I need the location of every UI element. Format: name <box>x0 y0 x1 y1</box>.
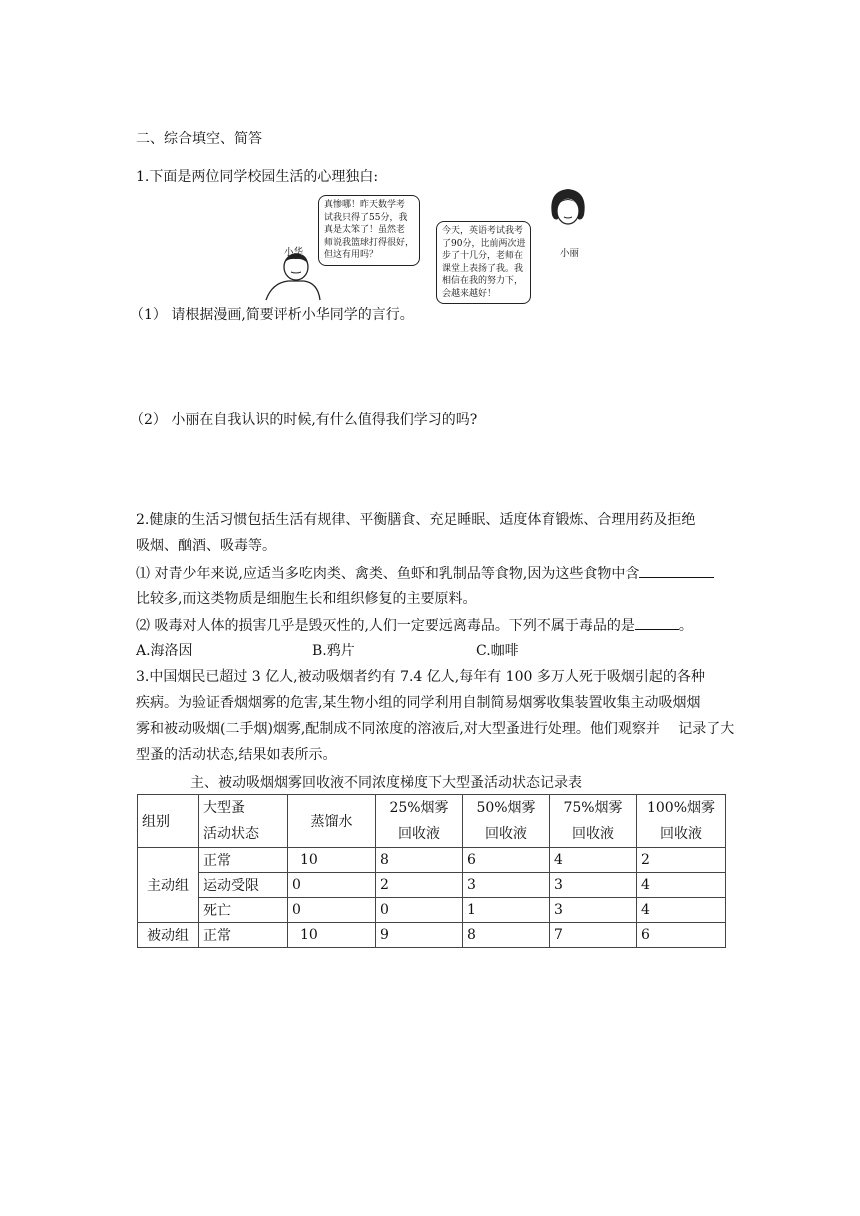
question-2-sub-2-text: ⑵ 吸毒对人体的损害几乎是毁灭性的,人们一定要远离毒品。下列不属于毒品的是 <box>136 618 635 634</box>
table-row <box>138 848 726 873</box>
question-2-sub-1-text: ⑴ 对青少年来说,应适当多吃肉类、禽类、鱼虾和乳制品等食物,因为这些食物中含 <box>136 566 640 582</box>
header-group: 组别 <box>138 795 199 848</box>
header-100: 100%烟雾 回收液 <box>637 795 726 848</box>
option-a: A.海洛因 <box>136 643 193 659</box>
cell: 7 <box>550 923 637 948</box>
row-state: 正常 <box>199 848 288 873</box>
active-group-label: 主动组 <box>138 848 199 923</box>
question-3-line-2: 疾病。为验证香烟烟雾的危害,某生物小组的同学利用自制简易烟雾收集装置收集主动吸烟烟 <box>136 695 701 711</box>
question-1-sub-2: （2） 小丽在自我认识的时候,有什么值得我们学习的吗? <box>130 412 478 428</box>
xiaohua-speech-bubble: 真惨哪！昨天数学考 试我只得了55分，我 真是太笨了！虽然老 师说我篮球打得很好， 但这有用吗？ <box>318 195 420 266</box>
option-c: C.咖啡 <box>476 643 519 659</box>
question-2-sub-1 <box>136 563 714 584</box>
question-2-sub-2-end: 。 <box>678 618 693 634</box>
cell: 10 <box>288 923 376 948</box>
header-state: 大型蚤 活动状态 <box>199 795 288 848</box>
answer-blank-2[interactable] <box>635 615 679 630</box>
cell: 4 <box>637 898 726 923</box>
question-2-line-1: 2.健康的生活习惯包括生活有规律、平衡膳食、充足睡眠、适度体育锻炼、合理用药及拒绝 <box>136 512 696 528</box>
cell: 4 <box>637 873 726 898</box>
option-b: B.鸦片 <box>312 643 355 659</box>
table-title: 主、被动吸烟烟雾回收液不同浓度梯度下大型蚤活动状态记录表 <box>190 775 582 791</box>
cell: 9 <box>376 923 463 948</box>
question-2-sub-2 <box>136 615 693 636</box>
cell: 0 <box>376 898 463 923</box>
header-75: 75%烟雾 回收液 <box>550 795 637 848</box>
cell: 3 <box>463 873 550 898</box>
cell: 6 <box>463 848 550 873</box>
cell: 4 <box>550 848 637 873</box>
cell: 8 <box>376 848 463 873</box>
cell: 0 <box>288 873 376 898</box>
xiaoli-speech-bubble: 今天，英语考试我考 了90分，比前两次进 步了十几分，老师在 课堂上表扬了我。我 相信在我的努力下， 会越来越好！ <box>436 221 531 304</box>
table-row <box>138 923 726 948</box>
cell: 2 <box>376 873 463 898</box>
cell: 1 <box>463 898 550 923</box>
question-3-line-4: 型蚤的活动状态,结果如表所示。 <box>136 747 337 763</box>
cell: 6 <box>637 923 726 948</box>
question-3-line-1: 3.中国烟民已超过 3 亿人,被动吸烟者约有 7.4 亿人,每年有 100 多万人死于吸烟引起的各种 <box>136 669 705 685</box>
cell: 3 <box>550 898 637 923</box>
section-title: 二、综合填空、简答 <box>136 131 262 147</box>
header-50: 50%烟雾 回收液 <box>463 795 550 848</box>
row-state: 运动受限 <box>199 873 288 898</box>
row-state: 正常 <box>199 923 288 948</box>
xiaoli-figure <box>544 185 592 245</box>
table-row <box>138 873 726 898</box>
question-1-intro: 1.下面是两位同学校园生活的心理独白: <box>136 169 379 185</box>
cell: 0 <box>288 898 376 923</box>
xiaoli-name: 小丽 <box>560 248 580 259</box>
table-row <box>138 898 726 923</box>
row-state: 死亡 <box>199 898 288 923</box>
question-3-line-3: 雾和被动吸烟(二手烟)烟雾,配制成不同浓度的溶液后,对大型蚤进行处理。他们观察并 记录了大 <box>136 721 735 737</box>
cell: 8 <box>463 923 550 948</box>
xiaohua-figure <box>262 253 322 301</box>
header-25: 25%烟雾 回收液 <box>376 795 463 848</box>
table-header-row <box>138 795 726 848</box>
question-1-sub-1: （1） 请根据漫画,简要评析小华同学的言行。 <box>130 307 414 323</box>
cell: 10 <box>288 848 376 873</box>
cell: 2 <box>637 848 726 873</box>
question-2-sub-1-cont: 比较多,而这类物质是细胞生长和组织修复的主要原料。 <box>136 591 477 607</box>
question-2-line-2: 吸烟、酗酒、吸毒等。 <box>136 538 276 554</box>
header-water: 蒸馏水 <box>288 795 376 848</box>
comic-illustration <box>262 185 592 303</box>
xiaohua-name: 小华 <box>284 247 304 258</box>
answer-blank-1[interactable] <box>639 563 714 578</box>
record-table <box>137 794 726 948</box>
cell: 3 <box>550 873 637 898</box>
passive-group-label: 被动组 <box>138 923 199 948</box>
